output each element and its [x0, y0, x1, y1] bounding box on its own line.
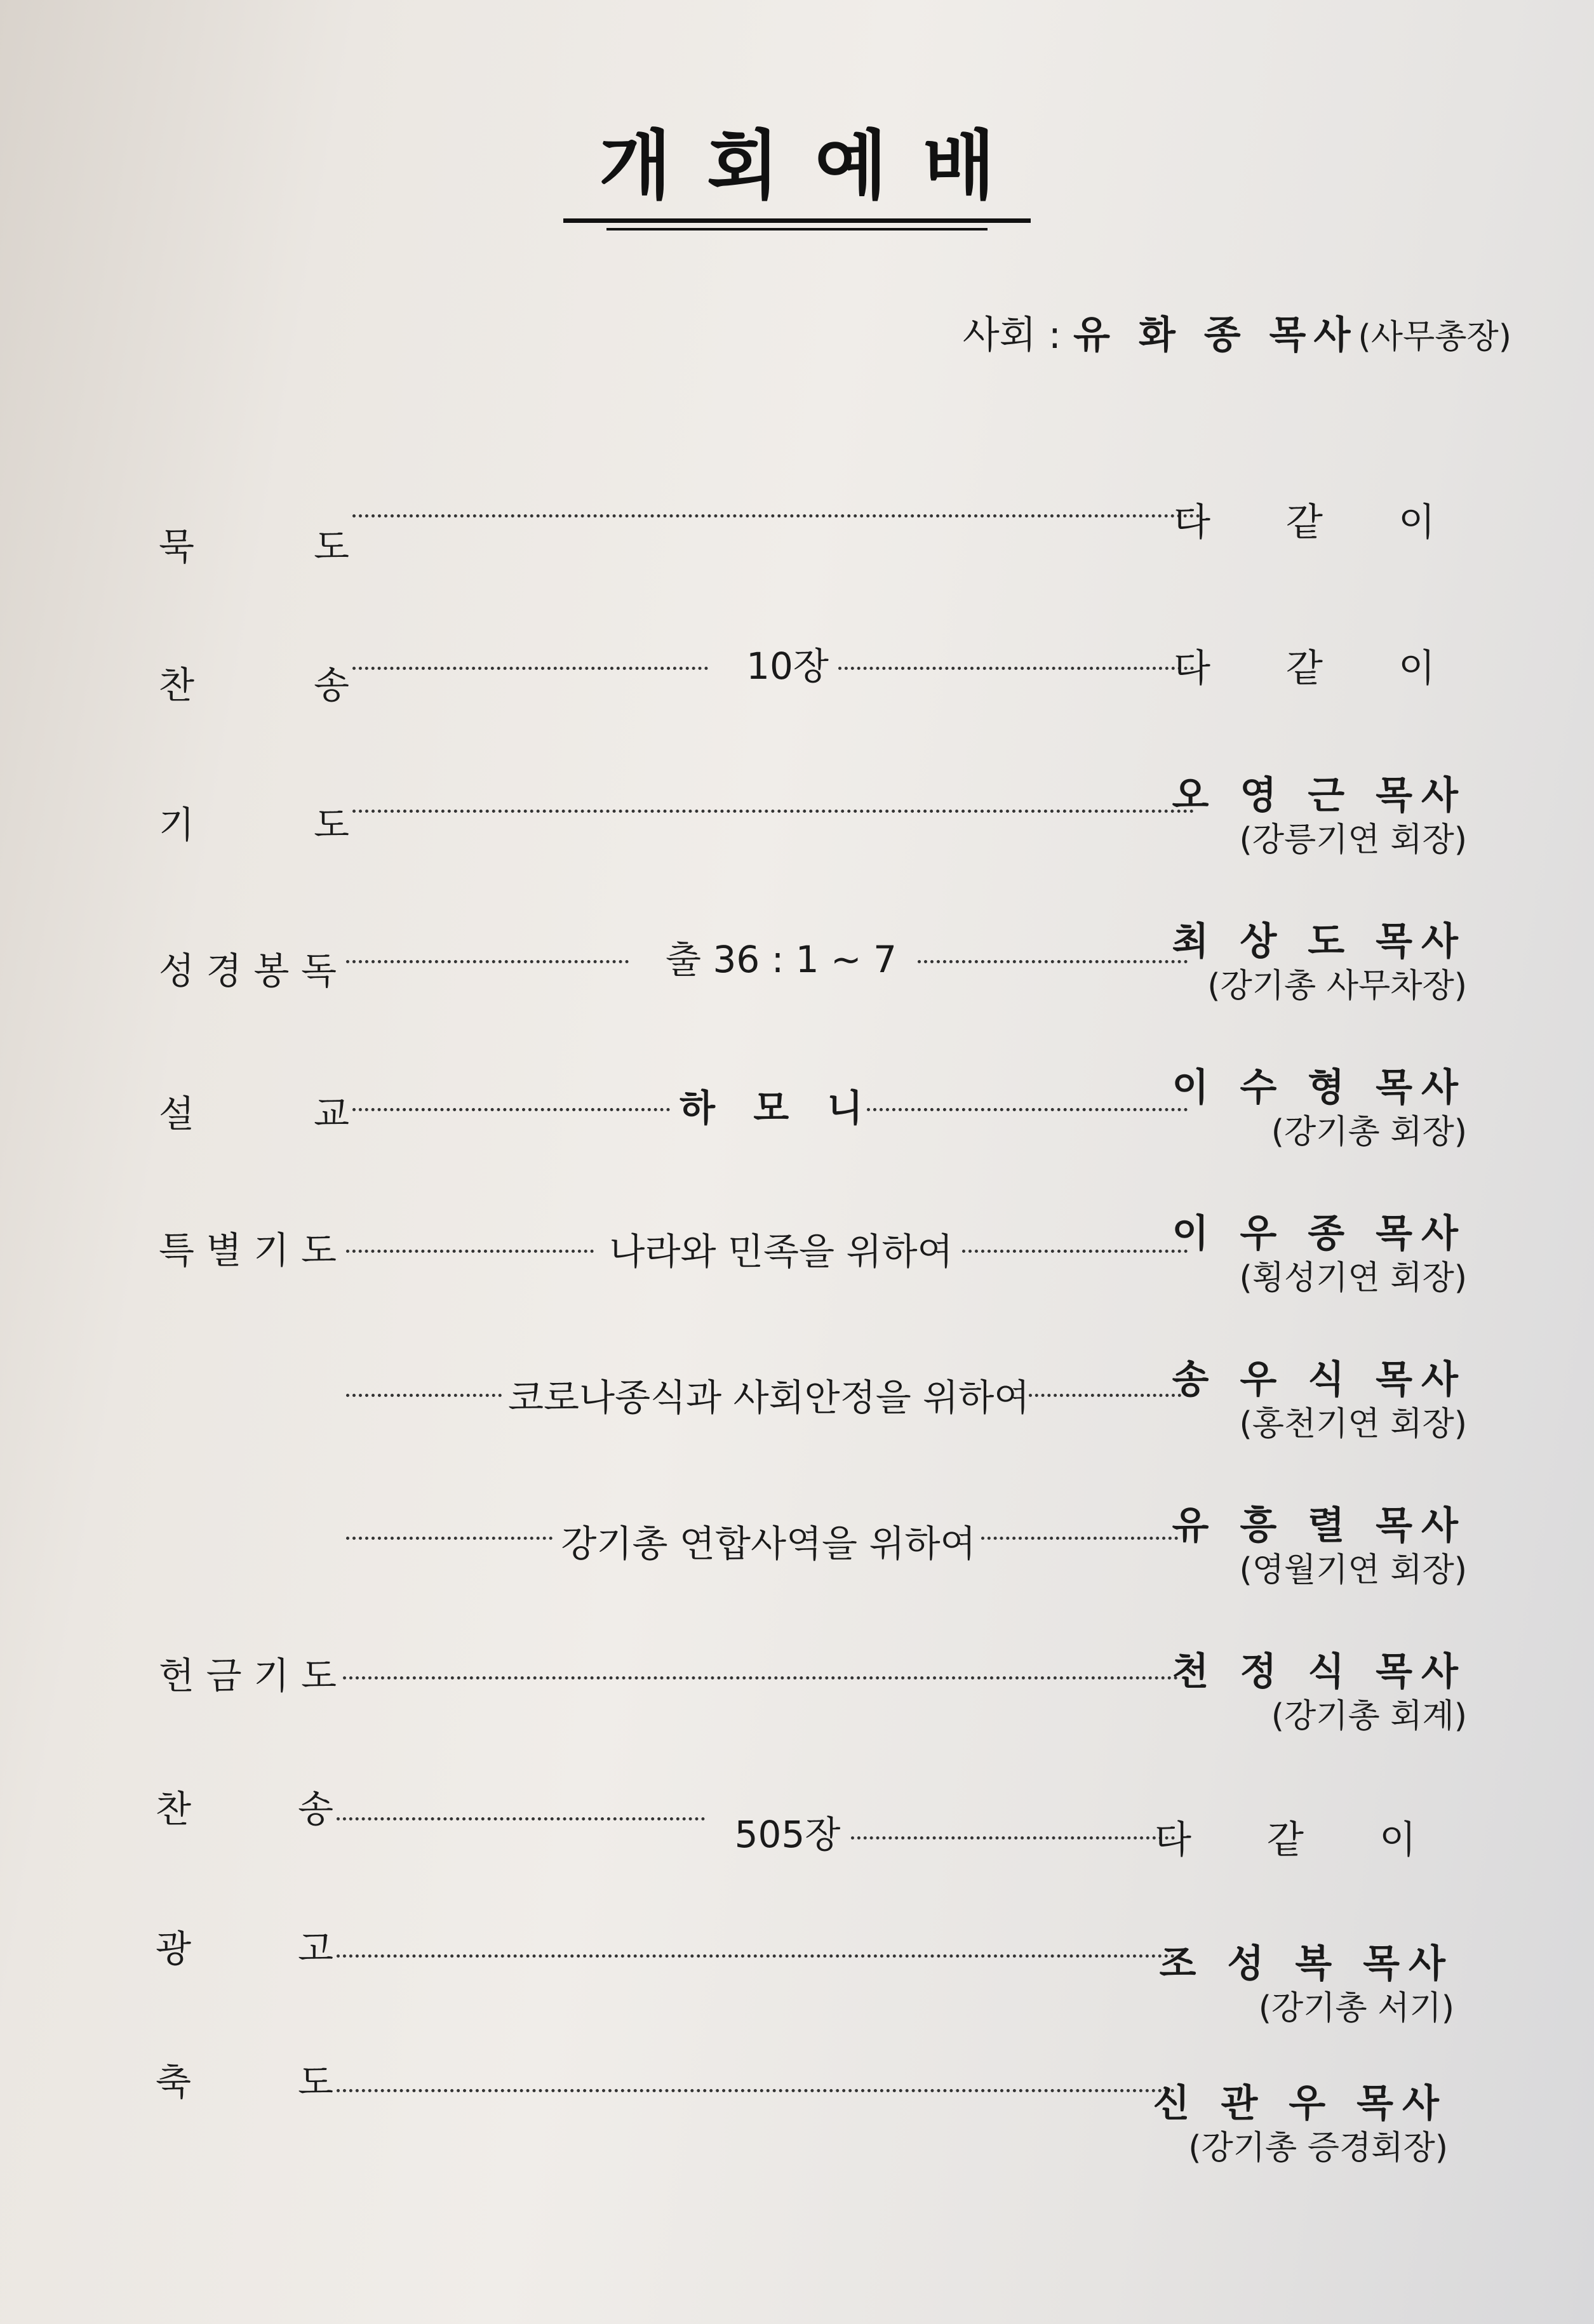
program-item-scripture-reading	[0, 919, 1594, 1005]
performer-name: 이 수 형 목사	[1172, 1065, 1467, 1110]
performer-affiliation: (강기총 증경회장)	[1188, 2129, 1448, 2167]
program-item-special-prayer-3	[0, 1504, 1594, 1589]
label-char: 도	[297, 2060, 333, 2104]
dotted-leader	[851, 1836, 1175, 1840]
dotted-leader	[343, 1676, 1178, 1680]
title-block	[0, 121, 1594, 230]
label-char: 고	[297, 1927, 333, 1970]
performer	[1172, 1213, 1467, 1298]
label-char: 기	[159, 803, 195, 846]
performer-affiliation: (강기총 사무차장)	[1207, 967, 1467, 1005]
dotted-leader	[352, 810, 1194, 813]
label-char: 기	[253, 1229, 290, 1272]
scripture-reference: 출 36 : 1 ~ 7	[666, 938, 897, 981]
dotted-leader	[346, 1537, 553, 1540]
performer-name: 다 같 이	[1173, 500, 1467, 545]
prayer-topic: 강기총 연합사역을 위하여	[561, 1522, 976, 1565]
label-char: 도	[300, 1654, 337, 1697]
performer-affiliation: (홍천기연 회장)	[1239, 1405, 1467, 1443]
performer-affiliation: (강릉기연 회장)	[1239, 821, 1467, 859]
label-char: 축	[156, 2060, 192, 2104]
item-label	[159, 949, 337, 992]
dotted-leader	[352, 514, 1200, 518]
label-char: 특	[159, 1229, 195, 1272]
program-item-closing-hymn	[0, 1787, 1594, 1867]
item-label	[156, 2060, 333, 2104]
dotted-leader	[918, 960, 1188, 963]
sermon-title: 하 모 니	[680, 1086, 876, 1130]
performer-affiliation: (횡성기연 회장)	[1239, 1259, 1467, 1297]
emcee-name: 유 화 종 목사	[1073, 313, 1358, 357]
label-char: 교	[313, 1092, 349, 1135]
emcee-role: (사무총장)	[1358, 318, 1511, 356]
hymn-number: 505장	[734, 1813, 841, 1856]
program-item-special-prayer-1	[0, 1212, 1594, 1297]
label-char: 헌	[159, 1654, 195, 1697]
label-char: 설	[159, 1092, 195, 1135]
item-label	[159, 664, 349, 707]
label-char: 광	[156, 1927, 192, 1970]
dotted-leader	[352, 1108, 670, 1111]
program-item-sermon	[0, 1065, 1594, 1151]
dotted-leader	[337, 1954, 1175, 1958]
program-item-announcements	[0, 1927, 1594, 2027]
performer	[1174, 648, 1467, 690]
label-char: 기	[253, 1654, 290, 1697]
performer	[1155, 1819, 1448, 1861]
performer-name: 유 흥 렬 목사	[1172, 1504, 1467, 1548]
label-char: 도	[300, 1229, 337, 1272]
label-char: 송	[297, 1787, 333, 1831]
dotted-leader	[981, 1537, 1178, 1540]
dotted-leader	[337, 2089, 1175, 2092]
performer	[1153, 2083, 1448, 2168]
performer-name: 조 성 복 목사	[1159, 1942, 1454, 1986]
dotted-leader	[962, 1250, 1188, 1253]
performer-name: 송 우 식 목사	[1172, 1358, 1467, 1402]
program-item-hymn	[0, 644, 1594, 724]
performer	[1172, 1359, 1467, 1444]
emcee-prefix: 사회 :	[962, 313, 1061, 357]
dotted-leader	[346, 1394, 502, 1397]
label-char: 묵	[159, 525, 195, 568]
performer	[1172, 775, 1467, 860]
program-item-prayer	[0, 773, 1594, 859]
program-item-benediction	[0, 2060, 1594, 2167]
label-char: 금	[206, 1654, 242, 1697]
performer-name: 다 같 이	[1154, 1818, 1448, 1862]
performer	[1160, 1943, 1454, 2028]
label-char: 성	[159, 949, 195, 992]
performer-affiliation: (강기총 회장)	[1271, 1113, 1467, 1151]
performer	[1172, 1651, 1467, 1736]
performer-name: 다 같 이	[1173, 646, 1467, 691]
item-label	[159, 803, 349, 846]
item-label	[159, 1654, 337, 1697]
title-underline	[606, 228, 988, 230]
item-label	[156, 1927, 333, 1970]
prayer-topic: 나라와 민족을 위하여	[609, 1230, 953, 1273]
emcee-line	[963, 305, 1511, 359]
performer-affiliation: (강기총 회계)	[1271, 1697, 1467, 1735]
item-label	[159, 525, 349, 568]
performer-name: 오 영 근 목사	[1172, 773, 1467, 818]
performer-name: 신 관 우 목사	[1153, 2081, 1448, 2126]
label-char: 찬	[156, 1787, 192, 1831]
performer	[1174, 502, 1467, 544]
performer-affiliation: (강기총 서기)	[1258, 1989, 1454, 2027]
performer-name: 최 상 도 목사	[1172, 919, 1467, 964]
label-char: 경	[206, 949, 242, 992]
dotted-leader	[1029, 1394, 1181, 1397]
performer-name: 이 우 종 목사	[1172, 1212, 1467, 1256]
program-item-silent-prayer	[0, 502, 1594, 578]
label-char: 송	[313, 664, 349, 707]
item-label	[159, 1229, 337, 1272]
performer	[1172, 1505, 1467, 1590]
program-item-special-prayer-2	[0, 1358, 1594, 1443]
performer-affiliation: (영월기연 회장)	[1239, 1551, 1467, 1589]
program-item-offering-prayer	[0, 1650, 1594, 1735]
label-char: 봉	[253, 949, 290, 992]
label-char: 별	[206, 1229, 242, 1272]
label-char: 도	[313, 525, 349, 568]
label-char: 도	[313, 803, 349, 846]
dotted-leader	[838, 667, 1194, 670]
label-char: 독	[300, 949, 337, 992]
dotted-leader	[346, 1250, 594, 1253]
dotted-leader	[337, 1817, 705, 1820]
prayer-topic: 코로나종식과 사회안정을 위하여	[508, 1376, 1030, 1419]
dotted-leader	[346, 960, 629, 963]
item-label	[156, 1787, 333, 1831]
label-char: 찬	[159, 664, 195, 707]
hymn-number: 10장	[746, 644, 829, 688]
performer	[1172, 1067, 1467, 1152]
dotted-leader	[867, 1108, 1188, 1111]
dotted-leader	[352, 667, 708, 670]
performer	[1172, 921, 1467, 1006]
performer-name: 천 정 식 목사	[1172, 1650, 1467, 1694]
page-title: 개회예배	[563, 121, 1031, 223]
item-label	[159, 1092, 349, 1135]
